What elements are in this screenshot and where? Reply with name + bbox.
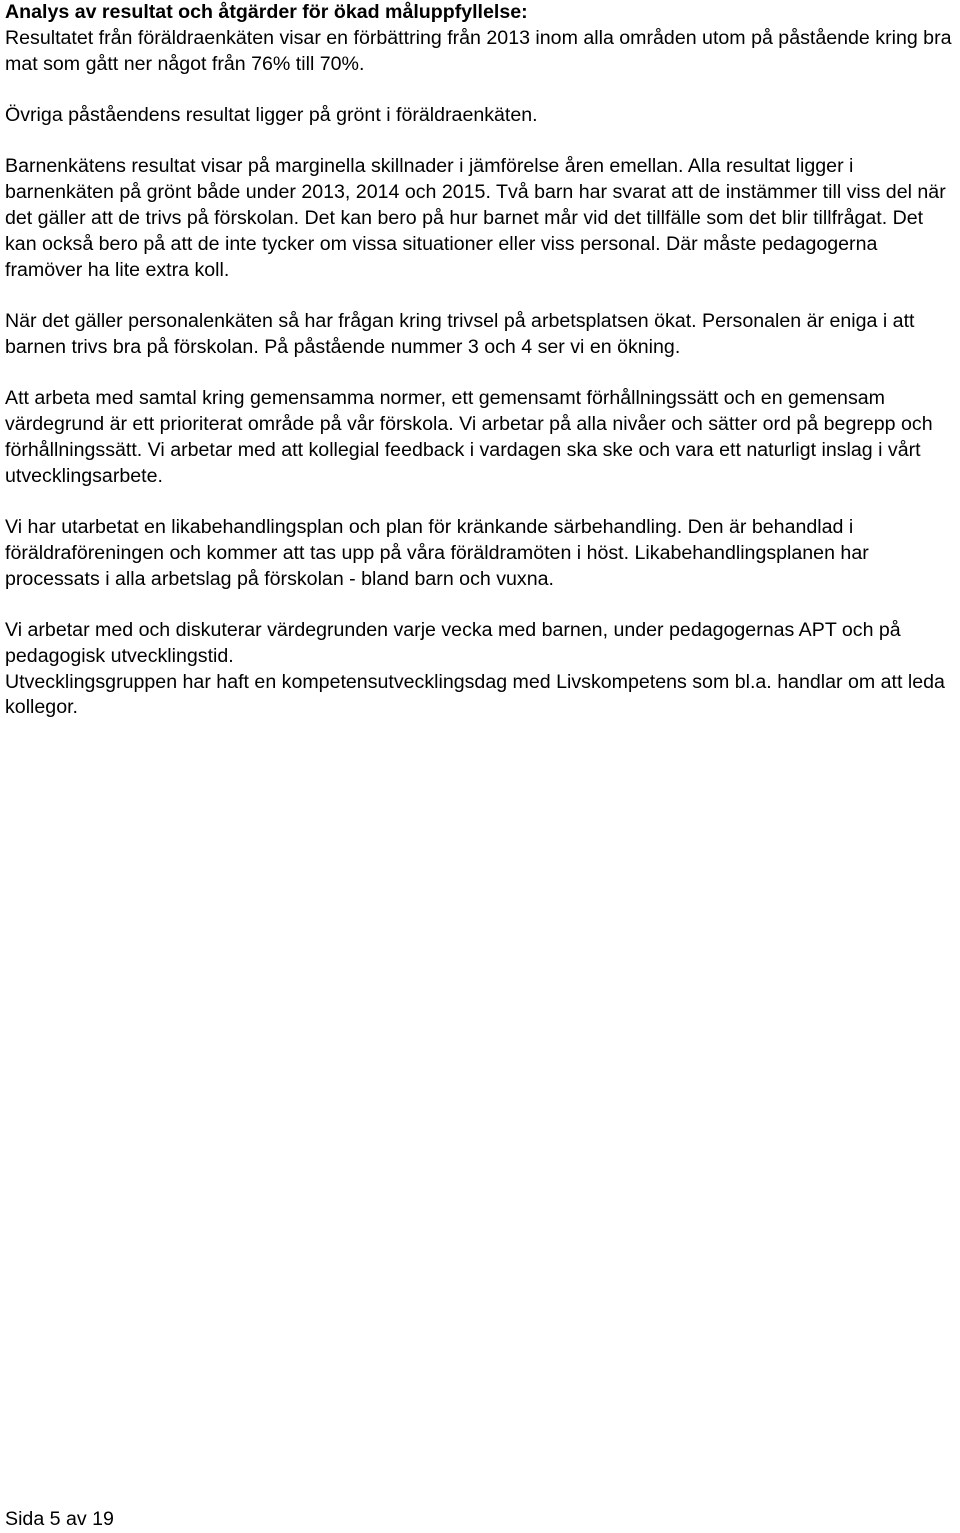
section-heading: Analys av resultat och åtgärder för ökad måluppfyllelse: xyxy=(5,1,528,23)
paragraph-value-discussions: Vi arbetar med och diskuterar värdegrunden varje vecka med barnen, under pedagogernas APT och på pedagogisk utvecklingstid. xyxy=(5,618,901,667)
paragraph-other-statements: Övriga påståendens resultat ligger på grönt i föräldraenkäten. xyxy=(5,103,538,126)
paragraph-staff-survey: När det gäller personalenkäten så har frågan kring trivsel på arbetsplatsen ökat. Personalen är eniga i att barnen trivs bra på förskolan. På påstående nummer 3 och 4 ser vi en ökning. xyxy=(5,309,915,358)
paragraph-norms-values: Att arbeta med samtal kring gemensamma normer, ett gemensamt förhållningssätt och en gemensam värdegrund är ett prioriterat område på vår förskola. Vi arbetar på alla nivåer och sätter ord på begrepp och förhållningssätt. Vi arbetar med att kollegial feedback i vardagen ska ske och vara ett naturligt inslag i vårt utvecklingsarbete. xyxy=(5,387,933,487)
paragraph-equal-treatment-plan: Vi har utarbetat en likabehandlingsplan och plan för kränkande särbehandling. Den är behandlad i föräldraföreningen och kommer att tas upp på våra föräldramöten i höst. Likabehandlingsplanen har processats i alla arbetslag på förskolan - bland barn och vuxna. xyxy=(5,515,869,590)
paragraph-parent-survey: Resultatet från föräldraenkäten visar en förbättring från 2013 inom alla områden utom på påstående kring bra mat som gått ner något från 76% till 70%. xyxy=(5,26,952,75)
document-body xyxy=(5,0,957,721)
paragraph-development-group: Utvecklingsgruppen har haft en kompetensutvecklingsdag med Livskompetens som bl.a. handlar om att leda kollegor. xyxy=(5,670,945,719)
page-number: Sida 5 av 19 xyxy=(5,1508,114,1530)
paragraph-child-survey: Barnenkätens resultat visar på marginella skillnader i jämförelse åren emellan. Alla resultat ligger i barnenkäten på grönt både under 2013, 2014 och 2015. Två barn har svarat att de instämmer till viss del när det gäller att de trivs på förskolan. Det kan bero på hur barnet mår vid det tillfälle som det blir tillfrågat. Det kan också bero på att de inte tycker om vissa situationer eller viss personal. Där måste pedagogerna framöver ha lite extra koll. xyxy=(5,155,946,281)
